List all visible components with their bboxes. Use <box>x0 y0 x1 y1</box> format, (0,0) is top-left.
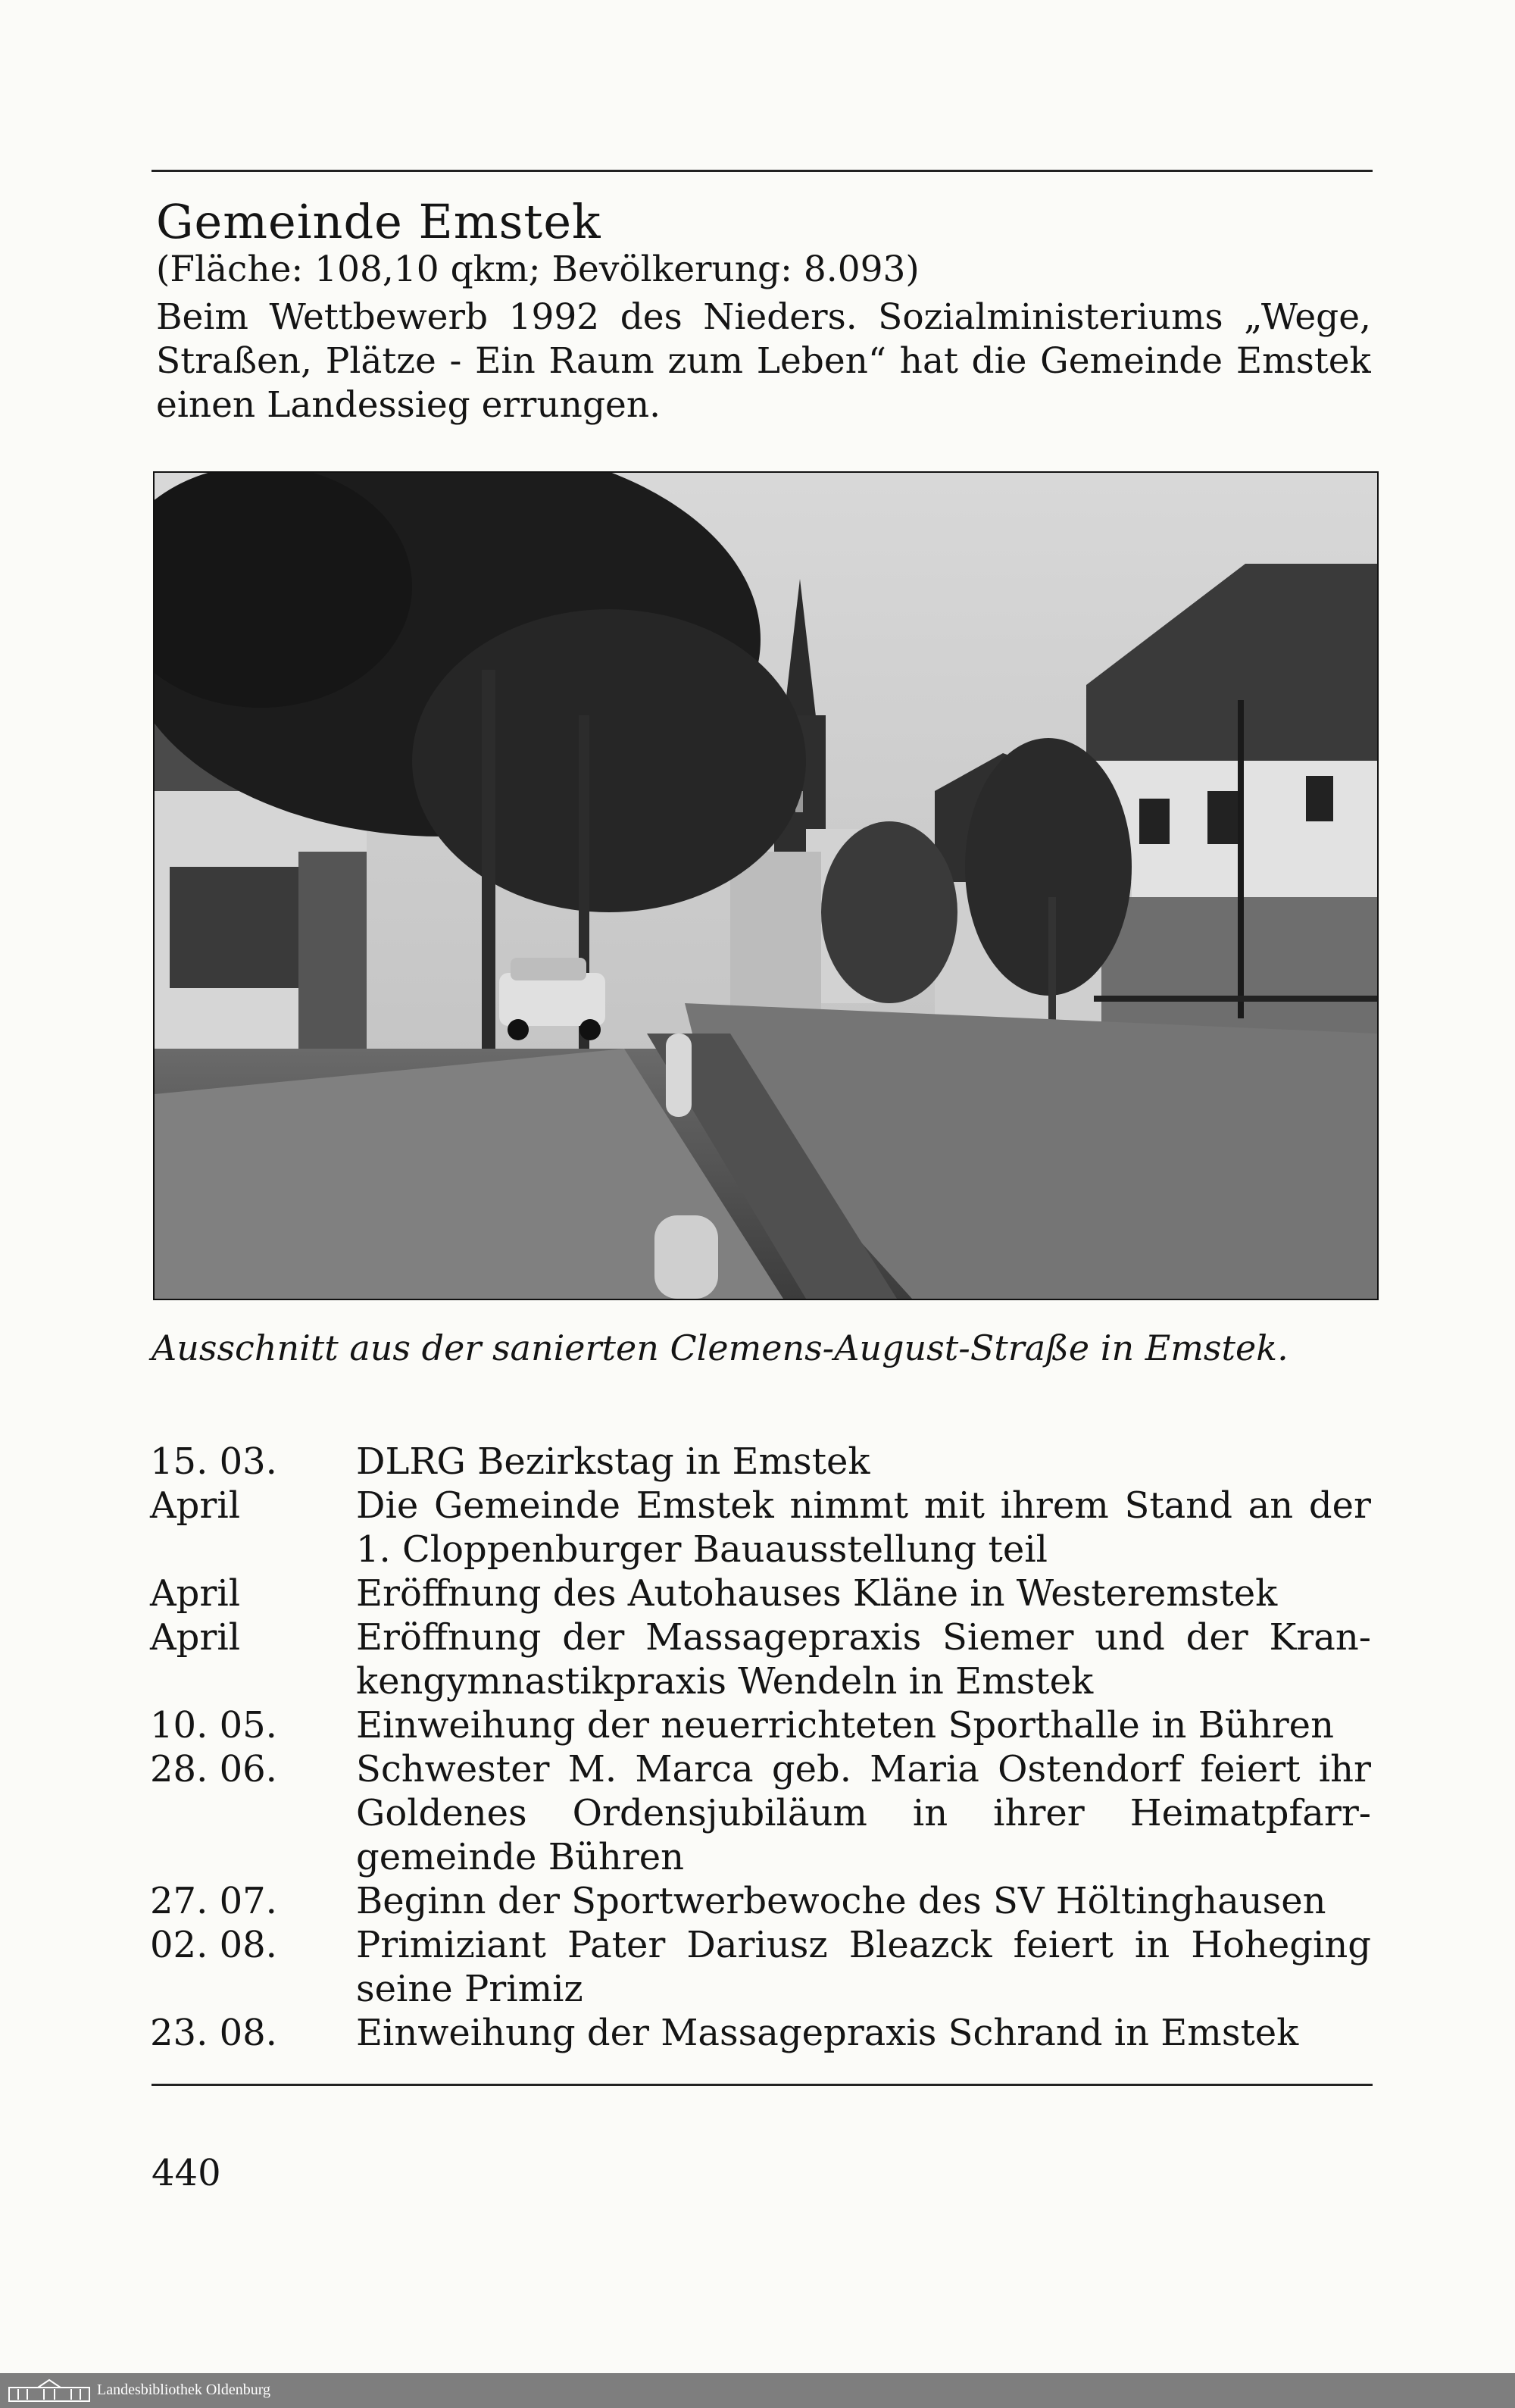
intro-line: Straßen, Plätze - Ein Raum zum Leben“ hat die Gemeinde Emstek <box>156 340 1371 382</box>
event-date: April <box>150 1616 241 1659</box>
event-description <box>356 1484 1371 1571</box>
event-description <box>356 1571 1371 1615</box>
event-line: Schwester M. Marca geb. Maria Ostendorf feiert ihr <box>356 1748 1371 1790</box>
event-line: Eröffnung der Massagepraxis Siemer und der Kran- <box>356 1616 1371 1659</box>
event-line: seine Primiz <box>356 1968 583 2010</box>
event-date: April <box>150 1484 241 1527</box>
event-line: Goldenes Ordensjubiläum in ihrer Heimatpfarr- <box>356 1792 1371 1834</box>
top-rule <box>152 170 1373 172</box>
event-date: 28. 06. <box>150 1748 277 1790</box>
event-date: 27. 07. <box>150 1880 277 1922</box>
event-description <box>356 1440 1371 1484</box>
event-line: Die Gemeinde Emstek nimmt mit ihrem Stand an der <box>356 1484 1371 1527</box>
event-line: Primiziant Pater Dariusz Bleazck feiert in Hoheging <box>356 1924 1371 1966</box>
event-date: 10. 05. <box>150 1704 277 1747</box>
library-name: Landesbibliothek Oldenburg <box>97 2381 271 2398</box>
event-description <box>356 1615 1371 1703</box>
event-line: gemeinde Bühren <box>356 1836 685 1878</box>
page-title: Gemeinde Emstek <box>156 194 601 249</box>
library-footer <box>0 2373 1515 2408</box>
event-line: Eröffnung des Autohauses Kläne in Westeremstek <box>356 1572 1278 1615</box>
bottom-rule <box>152 2084 1373 2086</box>
event-line: Beginn der Sportwerbewoche des SV Höltinghausen <box>356 1880 1326 1922</box>
intro-line: einen Landessieg errungen. <box>156 384 661 426</box>
event-date: 23. 08. <box>150 2012 277 2054</box>
event-description <box>356 2011 1371 2055</box>
event-line: 1. Cloppenburger Bauausstellung teil <box>356 1528 1048 1571</box>
event-line: DLRG Bezirkstag in Emstek <box>356 1440 870 1483</box>
area-population-line: (Fläche: 108,10 qkm; Bevölkerung: 8.093) <box>156 249 920 290</box>
event-date: April <box>150 1572 241 1615</box>
page-number: 440 <box>152 2152 221 2194</box>
event-description <box>356 1747 1371 1879</box>
event-description <box>356 1879 1371 1923</box>
event-description <box>356 1923 1371 2011</box>
event-date: 15. 03. <box>150 1440 277 1483</box>
street-photo <box>153 471 1379 1300</box>
event-description <box>356 1703 1371 1747</box>
photo-caption: Ausschnitt aus der sanierten Clemens-August-Straße in Emstek. <box>152 1328 1289 1368</box>
intro-line: Beim Wettbewerb 1992 des Nieders. Sozialministeriums „Wege, <box>156 296 1371 338</box>
event-date: 02. 08. <box>150 1924 277 1966</box>
library-building-icon <box>8 2378 91 2403</box>
event-line: Einweihung der neuerrichteten Sporthalle in Bühren <box>356 1704 1334 1747</box>
event-line: Einweihung der Massagepraxis Schrand in Emstek <box>356 2012 1299 2054</box>
intro-paragraph <box>156 296 1371 427</box>
event-line: kengymnastikpraxis Wendeln in Emstek <box>356 1660 1094 1703</box>
